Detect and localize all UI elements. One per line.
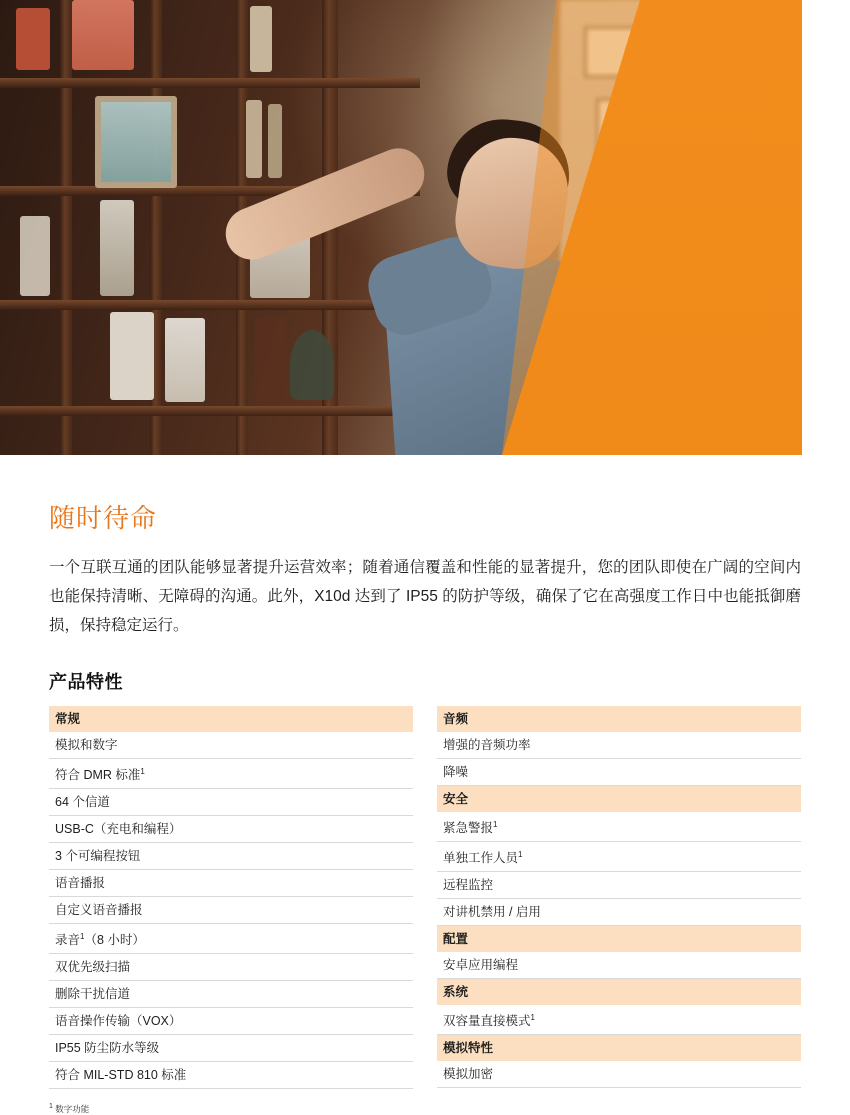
spec-row-label: IP55 防尘防水等级: [55, 1041, 160, 1056]
spec-row-label: 语音播报: [55, 876, 106, 891]
page-headline: 随时待命: [49, 503, 158, 533]
spec-row: [437, 952, 801, 979]
spec-group-header: 系统: [437, 979, 801, 1005]
spec-row: [437, 732, 801, 759]
hero-image: [0, 0, 802, 455]
spec-row-label: 自定义语音播报: [55, 903, 143, 918]
spec-row: [49, 732, 413, 759]
spec-row: [437, 1005, 801, 1035]
spec-row-label: 双容量直接模式: [443, 1014, 531, 1029]
spec-row: [437, 842, 801, 872]
spec-row: [437, 1061, 801, 1088]
spec-group-header: 模拟特性: [437, 1035, 801, 1061]
spec-columns: [49, 706, 801, 1089]
spec-row: [49, 897, 413, 924]
spec-row-footnote-marker: 1: [140, 767, 145, 776]
spec-row-label: 删除干扰信道: [55, 987, 131, 1002]
spec-row: [49, 870, 413, 897]
spec-row-label: 紧急警报: [443, 821, 494, 836]
spec-group-header: 配置: [437, 926, 801, 952]
spec-row: [49, 981, 413, 1008]
spec-row: [49, 759, 413, 789]
spec-row: [49, 1062, 413, 1089]
spec-row: [49, 1008, 413, 1035]
spec-row-label: 降噪: [443, 765, 469, 779]
spec-row-label: 语音操作传输（VOX）: [55, 1014, 182, 1029]
spec-group-header: 安全: [437, 786, 801, 812]
spec-group-header: 音频: [437, 706, 801, 732]
spec-column-left: [49, 706, 413, 1089]
spec-row-label: 符合 MIL-STD 810 标准: [55, 1068, 187, 1083]
spec-row-footnote-marker: 1: [493, 820, 498, 829]
spec-row-label: 双优先级扫描: [55, 960, 131, 975]
spec-row: [49, 789, 413, 816]
footnote-text: 数字功能: [55, 1104, 90, 1115]
spec-row: [49, 954, 413, 981]
spec-row-label: 64 个信道: [55, 795, 110, 810]
spec-row-footnote-marker: 1: [530, 1013, 535, 1023]
page-content: [0, 498, 850, 1115]
spec-row: [49, 816, 413, 843]
spec-row: [49, 1035, 413, 1062]
spec-row-label: 录音: [55, 933, 81, 948]
spec-row-label: 安卓应用编程: [443, 958, 519, 973]
spec-column-right: [437, 706, 801, 1089]
spec-row-footnote-marker: 1: [80, 932, 85, 942]
footnote-marker: 1: [49, 1103, 53, 1111]
footnote: [49, 1103, 801, 1115]
spec-row: [437, 759, 801, 786]
spec-group-header: 常规: [49, 706, 413, 732]
spec-row: [437, 872, 801, 899]
spec-row-label: 符合 DMR 标准: [55, 768, 141, 783]
spec-row: [437, 812, 801, 842]
section-title-features: 产品特性: [49, 672, 123, 692]
spec-row-label: 增强的音频功率: [443, 738, 531, 752]
intro-paragraph: 一个互联互通的团队能够显著提升运营效率；随着通信覆盖和性能的显著提升，您的团队即使在广阔的空间内也能保持清晰、无障碍的沟通。此外，X10d 达到了 IP55 的防护等级，确保了它在高强度工作日中也能抵御磨损，保持稳定运行。: [49, 559, 801, 634]
spec-row: [49, 924, 413, 954]
spec-row: [437, 899, 801, 926]
spec-row-label: USB-C（充电和编程）: [55, 822, 182, 837]
spec-row-suffix: （8 小时）: [84, 933, 145, 948]
spec-row-label: 模拟加密: [443, 1067, 494, 1082]
spec-row: [49, 843, 413, 870]
spec-row-footnote-marker: 1: [518, 850, 523, 860]
spec-row-label: 3 个可编程按钮: [55, 849, 141, 864]
spec-row-label: 对讲机禁用 / 启用: [443, 905, 541, 920]
spec-row-label: 远程监控: [443, 878, 494, 893]
spec-row-label: 模拟和数字: [55, 738, 118, 752]
spec-row-label: 单独工作人员: [443, 851, 519, 866]
